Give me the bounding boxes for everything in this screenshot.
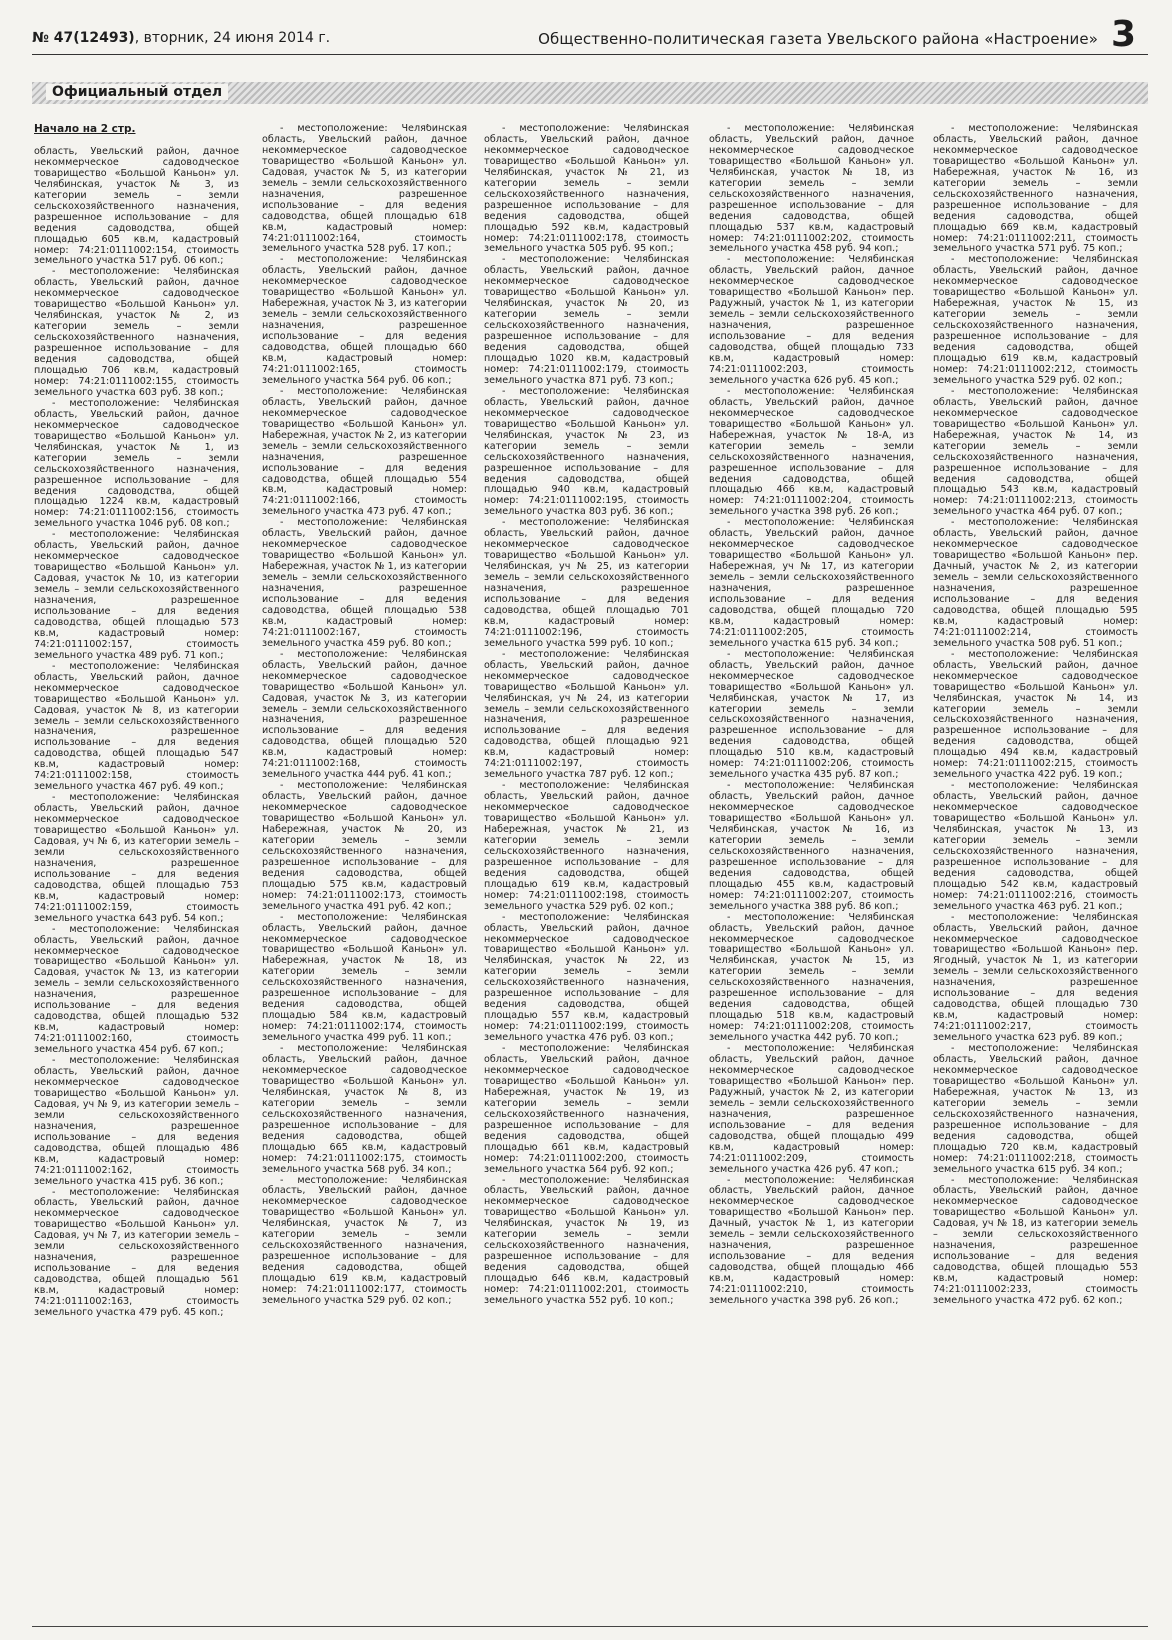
page-number: 3	[1110, 14, 1136, 55]
land-plot-paragraph: - местоположение: Челябинская область, Увельский район, дачное некоммерческое садоводческое товарищество «Большой Каньон» ул. Набережная, участок № 16, из категории земель – земли сельскохозяйственного назначения, разрешенное использование – для ведения садоводства, общей площадью 669 кв.м, кадастровый номер: 74:21:0111002:211, стоимость земельного участка 571 руб. 75 коп.;	[933, 124, 1138, 255]
land-plot-paragraph: - местоположение: Челябинская область, Увельский район, дачное некоммерческое садоводческое товарищество «Большой Каньон» ул. Садовая, уч № 7, из категории земель – земли сельскохозяйственного назначения, разрешенное использование – для ведения садоводства, общей площадью 561 кв.м, кадастровый номер: 74:21:0111002:163, стоимость земельного участка 479 руб. 45 коп.;	[34, 1186, 239, 1318]
issue-info	[32, 30, 330, 46]
land-plot-paragraph: - местоположение: Челябинская область, Увельский район, дачное некоммерческое садоводческое товарищество «Большой Каньон» ул. Садовая, участок № 3, из категории земель – земли сельскохозяйственного назначения, разрешенное использование – для ведения садоводства, общей площадью 520 кв.м, кадастровый номер: 74:21:0111002:168, стоимость земельного участка 444 руб. 41 коп.;	[262, 648, 467, 781]
land-plot-paragraph: - местоположение: Челябинская область, Увельский район, дачное некоммерческое садоводческое товарищество «Большой Каньон» ул. Челябинская, участок № 22, из категории земель – земли сельскохозяйственного назначения, разрешенное использование – для ведения садоводства, общей площадью 557 кв.м, кадастровый номер: 74:21:0111002:199, стоимость земельного участка 476 руб. 03 коп.;	[484, 911, 689, 1044]
text-column-3	[484, 124, 689, 1619]
continued-from-label: Начало на 2 стр.	[34, 124, 136, 135]
land-plot-paragraph: - местоположение: Челябинская область, Увельский район, дачное некоммерческое садоводческое товарищество «Большой Каньон» ул. Набережная, участок № 13, из категории земель – земли сельскохозяйственного назначения, разрешенное использование – для ведения садоводства, общей площадью 720 кв.м, кадастровый номер: 74:21:0111002:218, стоимость земельного участка 615 руб. 34 коп.;	[933, 1043, 1138, 1175]
land-plot-paragraph: - местоположение: Челябинская область, Увельский район, дачное некоммерческое садоводческое товарищество «Большой Каньон» ул. Набережная, участок № 20, из категории земель – земли сельскохозяйственного назначения, разрешенное использование – для ведения садоводства, общей площадью 575 кв.м, кадастровый номер: 74:21:0111002:173, стоимость земельного участка 491 руб. 42 коп.;	[262, 780, 467, 912]
issue-date: , вторник, 24 июня 2014 г.	[134, 30, 331, 46]
land-plot-paragraph: - местоположение: Челябинская область, Увельский район, дачное некоммерческое садоводческое товарищество «Большой Каньон» ул. Набережная, участок № 18-А, из категории земель – земли сельскохозяйственного назначения, разрешенное использование – для ведения садоводства, общей площадью 466 кв.м, кадастровый номер: 74:21:0111002:204, стоимость земельного участка 398 руб. 26 коп.;	[709, 385, 914, 518]
land-plot-paragraph: - местоположение: Челябинская область, Увельский район, дачное некоммерческое садоводческое товарищество «Большой Каньон» пер. Дачный, участок № 1, из категории земель – земли сельскохозяйственного назначения, разрешенное использование – для ведения садоводства, общей площадью 466 кв.м, кадастровый номер: 74:21:0111002:210, стоимость земельного участка 398 руб. 26 коп.;	[709, 1174, 914, 1306]
land-plot-paragraph: - местоположение: Челябинская область, Увельский район, дачное некоммерческое садоводческое товарищество «Большой Каньон» ул. Челябинская, участок № 13, из категории земель – земли сельскохозяйственного назначения, разрешенное использование – для ведения садоводства, общей площадью 542 кв.м, кадастровый номер: 74:21:0111002:216, стоимость земельного участка 463 руб. 21 коп.;	[933, 780, 1138, 912]
issue-number: № 47(12493)	[32, 30, 135, 46]
text-column-1	[34, 124, 239, 1619]
land-plot-paragraph: - местоположение: Челябинская область, Увельский район, дачное некоммерческое садоводческое товарищество «Большой Каньон» ул. Набережная, участок № 19, из категории земель – земли сельскохозяйственного назначения, разрешенное использование – для ведения садоводства, общей площадью 661 кв.м, кадастровый номер: 74:21:0111002:200, стоимость земельного участка 564 руб. 92 коп.;	[484, 1043, 689, 1175]
land-plot-paragraph: - местоположение: Челябинская область, Увельский район, дачное некоммерческое садоводческое товарищество «Большой Каньон» ул. Челябинская, участок № 7, из категории земель – земли сельскохозяйственного назначения, разрешенное использование – для ведения садоводства, общей площадью 619 кв.м, кадастровый номер: 74:21:0111002:177, стоимость земельного участка 529 руб. 02 коп.;	[262, 1174, 467, 1306]
land-plot-paragraph: - местоположение: Челябинская область, Увельский район, дачное некоммерческое садоводческое товарищество «Большой Каньон» ул. Челябинская, участок № 17, из категории земель – земли сельскохозяйственного назначения, разрешенное использование – для ведения садоводства, общей площадью 510 кв.м, кадастровый номер: 74:21:0111002:206, стоимость земельного участка 435 руб. 87 коп.;	[709, 648, 914, 781]
land-plot-paragraph: - местоположение: Челябинская область, Увельский район, дачное некоммерческое садоводческое товарищество «Большой Каньон» ул. Челябинская, уч № 25, из категории земель – земли сельскохозяйственного назначения, разрешенное использование – для ведения садоводства, общей площадью 701 кв.м, кадастровый номер: 74:21:0111002:196, стоимость земельного участка 599 руб. 10 коп.;	[484, 517, 689, 649]
text-column-2	[262, 124, 467, 1619]
land-plot-paragraph: - местоположение: Челябинская область, Увельский район, дачное некоммерческое садоводческое товарищество «Большой Каньон» ул. Челябинская, участок № 20, из категории земель – земли сельскохозяйственного назначения, разрешенное использование – для ведения садоводства, общей площадью 1020 кв.м, кадастровый номер: 74:21:0111002:179, стоимость земельного участка 871 руб. 73 коп.;	[484, 254, 689, 386]
land-plot-paragraph: - местоположение: Челябинская область, Увельский район, дачное некоммерческое садоводческое товарищество «Большой Каньон» ул. Набережная, участок № 18, из категории земель – земли сельскохозяйственного назначения, разрешенное использование – для ведения садоводства, общей площадью 584 кв.м, кадастровый номер: 74:21:0111002:174, стоимость земельного участка 499 руб. 11 коп.;	[262, 911, 467, 1044]
land-plot-paragraph: область, Увельский район, дачное некоммерческое садоводческое товарищество «Большой Каньон» ул. Челябинская, участок № 3, из категории земель – земли сельскохозяйственного назначения, разрешенное использование – для ведения садоводства, общей площадью 605 кв.м, кадастровый номер: 74:21:0111002:154, стоимость земельного участка 517 руб. 06 коп.;	[34, 145, 239, 267]
land-plot-paragraph: - местоположение: Челябинская область, Увельский район, дачное некоммерческое садоводческое товарищество «Большой Каньон» ул. Набережная, участок № 3, из категории земель – земли сельскохозяйственного назначения, разрешенное использование – для ведения садоводства, общей площадью 660 кв.м, кадастровый номер: 74:21:0111002:165, стоимость земельного участка 564 руб. 06 коп.;	[262, 254, 467, 386]
land-plot-paragraph: - местоположение: Челябинская область, Увельский район, дачное некоммерческое садоводческое товарищество «Большой Каньон» ул. Садовая, участок № 8, из категории земель – земли сельскохозяйственного назначения, разрешенное использование – для ведения садоводства, общей площадью 547 кв.м, кадастровый номер: 74:21:0111002:158, стоимость земельного участка 467 руб. 49 коп.;	[34, 660, 239, 793]
land-plot-paragraph: - местоположение: Челябинская область, Увельский район, дачное некоммерческое садоводческое товарищество «Большой Каньон» ул. Садовая, участок № 5, из категории земель – земли сельскохозяйственного назначения, разрешенное использование – для ведения садоводства, общей площадью 618 кв.м, кадастровый номер: 74:21:0111002:164, стоимость земельного участка 528 руб. 17 коп.;	[262, 124, 467, 255]
land-plot-paragraph: - местоположение: Челябинская область, Увельский район, дачное некоммерческое садоводческое товарищество «Большой Каньон» ул. Челябинская, участок № 15, из категории земель – земли сельскохозяйственного назначения, разрешенное использование – для ведения садоводства, общей площадью 518 кв.м, кадастровый номер: 74:21:0111002:208, стоимость земельного участка 442 руб. 70 коп.;	[709, 911, 914, 1044]
land-plot-paragraph: - местоположение: Челябинская область, Увельский район, дачное некоммерческое садоводческое товарищество «Большой Каньон» пер. Ягодный, участок № 1, из категории земель – земли сельскохозяйственного назначения, разрешенное использование – для ведения садоводства, общей площадью 730 кв.м, кадастровый номер: 74:21:0111002:217, стоимость земельного участка 623 руб. 89 коп.;	[933, 911, 1138, 1044]
land-plot-paragraph: - местоположение: Челябинская область, Увельский район, дачное некоммерческое садоводческое товарищество «Большой Каньон» ул. Челябинская, участок № 21, из категории земель – земли сельскохозяйственного назначения, разрешенное использование – для ведения садоводства, общей площадью 592 кв.м, кадастровый номер: 74:21:0111002:178, стоимость земельного участка 505 руб. 95 коп.;	[484, 124, 689, 255]
land-plot-paragraph: - местоположение: Челябинская область, Увельский район, дачное некоммерческое садоводческое товарищество «Большой Каньон» ул. Челябинская, участок № 19, из категории земель – земли сельскохозяйственного назначения, разрешенное использование – для ведения садоводства, общей площадью 646 кв.м, кадастровый номер: 74:21:0111002:201, стоимость земельного участка 552 руб. 10 коп.;	[484, 1174, 689, 1306]
land-plot-paragraph: - местоположение: Челябинская область, Увельский район, дачное некоммерческое садоводческое товарищество «Большой Каньон» ул. Челябинская, участок № 1, из категории земель – земли сельскохозяйственного назначения, разрешенное использование – для ведения садоводства, общей площадью 1224 кв.м, кадастровый номер: 74:21:0111002:156, стоимость земельного участка 1046 руб. 08 коп.;	[34, 397, 239, 530]
land-plot-paragraph: - местоположение: Челябинская область, Увельский район, дачное некоммерческое садоводческое товарищество «Большой Каньон» ул. Челябинская, участок № 23, из категории земель – земли сельскохозяйственного назначения, разрешенное использование – для ведения садоводства, общей площадью 940 кв.м, кадастровый номер: 74:21:0111002:195, стоимость земельного участка 803 руб. 36 коп.;	[484, 385, 689, 518]
land-plot-paragraph: - местоположение: Челябинская область, Увельский район, дачное некоммерческое садоводческое товарищество «Большой Каньон» ул. Набережная, уч № 17, из категории земель – земли сельскохозяйственного назначения, разрешенное использование – для ведения садоводства, общей площадью 720 кв.м, кадастровый номер: 74:21:0111002:205, стоимость земельного участка 615 руб. 34 коп.;	[709, 517, 914, 649]
land-plot-paragraph: - местоположение: Челябинская область, Увельский район, дачное некоммерческое садоводческое товарищество «Большой Каньон» ул. Набережная, участок № 21, из категории земель – земли сельскохозяйственного назначения, разрешенное использование – для ведения садоводства, общей площадью 619 кв.м, кадастровый номер: 74:21:0111002:198, стоимость земельного участка 529 руб. 02 коп.;	[484, 780, 689, 912]
newspaper-title: Общественно-политическая газета Увельского района «Настроение»	[538, 30, 1098, 48]
text-column-4	[709, 124, 914, 1619]
section-title: Официальный отдел	[46, 84, 228, 100]
land-plot-paragraph: - местоположение: Челябинская область, Увельский район, дачное некоммерческое садоводческое товарищество «Большой Каньон» ул. Челябинская, участок № 2, из категории земель – земли сельскохозяйственного назначения, разрешенное использование – для ведения садоводства, общей площадью 706 кв.м, кадастровый номер: 74:21:0111002:155, стоимость земельного участка 603 руб. 38 коп.;	[34, 266, 239, 398]
land-plot-paragraph: - местоположение: Челябинская область, Увельский район, дачное некоммерческое садоводческое товарищество «Большой Каньон» ул. Челябинская, участок № 14, из категории земель – земли сельскохозяйственного назначения, разрешенное использование – для ведения садоводства, общей площадью 494 кв.м, кадастровый номер: 74:21:0111002:215, стоимость земельного участка 422 руб. 19 коп.;	[933, 648, 1138, 781]
land-plot-paragraph: - местоположение: Челябинская область, Увельский район, дачное некоммерческое садоводческое товарищество «Большой Каньон» ул. Садовая, участок № 10, из категории земель – земли сельскохозяйственного назначения, разрешенное использование – для ведения садоводства, общей площадью 573 кв.м, кадастровый номер: 74:21:0111002:157, стоимость земельного участка 489 руб. 71 коп.;	[34, 529, 239, 661]
land-plot-paragraph: - местоположение: Челябинская область, Увельский район, дачное некоммерческое садоводческое товарищество «Большой Каньон» ул. Набережная, участок № 14, из категории земель – земли сельскохозяйственного назначения, разрешенное использование – для ведения садоводства, общей площадью 543 кв.м, кадастровый номер: 74:21:0111002:213, стоимость земельного участка 464 руб. 07 коп.;	[933, 385, 1138, 518]
land-plot-paragraph: - местоположение: Челябинская область, Увельский район, дачное некоммерческое садоводческое товарищество «Большой Каньон» пер. Дачный, участок № 2, из категории земель – земли сельскохозяйственного назначения, разрешенное использование – для ведения садоводства, общей площадью 595 кв.м, кадастровый номер: 74:21:0111002:214, стоимость земельного участка 508 руб. 51 коп.;	[933, 517, 1138, 649]
land-plot-paragraph: - местоположение: Челябинская область, Увельский район, дачное некоммерческое садоводческое товарищество «Большой Каньон» ул. Челябинская, уч № 24, из категории земель – земли сельскохозяйственного назначения, разрешенное использование – для ведения садоводства, общей площадью 921 кв.м, кадастровый номер: 74:21:0111002:197, стоимость земельного участка 787 руб. 12 коп.;	[484, 648, 689, 781]
land-plot-paragraph: - местоположение: Челябинская область, Увельский район, дачное некоммерческое садоводческое товарищество «Большой Каньон» ул. Садовая, уч № 9, из категории земель – земли сельскохозяйственного назначения, разрешенное использование – для ведения садоводства, общей площадью 486 кв.м, кадастровый номер: 74:21:0111002:162, стоимость земельного участка 415 руб. 36 коп.;	[34, 1055, 239, 1187]
land-plot-paragraph: - местоположение: Челябинская область, Увельский район, дачное некоммерческое садоводческое товарищество «Большой Каньон» ул. Набережная, участок № 2, из категории земель – земли сельскохозяйственного назначения, разрешенное использование – для ведения садоводства, общей площадью 554 кв.м, кадастровый номер: 74:21:0111002:166, стоимость земельного участка 473 руб. 47 коп.;	[262, 385, 467, 518]
land-plot-paragraph: - местоположение: Челябинская область, Увельский район, дачное некоммерческое садоводческое товарищество «Большой Каньон» ул. Садовая, уч № 18, из категории земель – земли сельскохозяйственного назначения, разрешенное использование – для ведения садоводства, общей площадью 553 кв.м, кадастровый номер: 74:21:0111002:233, стоимость земельного участка 472 руб. 62 коп.;	[933, 1174, 1138, 1306]
land-plot-paragraph: - местоположение: Челябинская область, Увельский район, дачное некоммерческое садоводческое товарищество «Большой Каньон» пер. Радужный, участок № 2, из категории земель – земли сельскохозяйственного назначения, разрешенное использование – для ведения садоводства, общей площадью 499 кв.м, кадастровый номер: 74:21:0111002:209, стоимость земельного участка 426 руб. 47 коп.;	[709, 1043, 914, 1175]
text-column-5	[933, 124, 1138, 1619]
page-header	[32, 8, 1152, 55]
land-plot-paragraph: - местоположение: Челябинская область, Увельский район, дачное некоммерческое садоводческое товарищество «Большой Каньон» пер. Радужный, участок № 1, из категории земель – земли сельскохозяйственного назначения, разрешенное использование – для ведения садоводства, общей площадью 733 кв.м, кадастровый номер: 74:21:0111002:203, стоимость земельного участка 626 руб. 45 коп.;	[709, 254, 914, 386]
land-plot-paragraph: - местоположение: Челябинская область, Увельский район, дачное некоммерческое садоводческое товарищество «Большой Каньон» ул. Набережная, участок № 1, из категории земель – земли сельскохозяйственного назначения, разрешенное использование – для ведения садоводства, общей площадью 538 кв.м, кадастровый номер: 74:21:0111002:167, стоимость земельного участка 459 руб. 80 коп.;	[262, 517, 467, 649]
land-plot-paragraph: - местоположение: Челябинская область, Увельский район, дачное некоммерческое садоводческое товарищество «Большой Каньон» ул. Садовая, участок № 13, из категории земель – земли сельскохозяйственного назначения, разрешенное использование – для ведения садоводства, общей площадью 532 кв.м, кадастровый номер: 74:21:0111002:160, стоимость земельного участка 454 руб. 67 коп.;	[34, 923, 239, 1056]
land-plot-paragraph: - местоположение: Челябинская область, Увельский район, дачное некоммерческое садоводческое товарищество «Большой Каньон» ул. Челябинская, участок № 18, из категории земель – земли сельскохозяйственного назначения, разрешенное использование – для ведения садоводства, общей площадью 537 кв.м, кадастровый номер: 74:21:0111002:202, стоимость земельного участка 458 руб. 94 коп.;	[709, 124, 914, 255]
section-band	[32, 82, 1148, 104]
land-plot-paragraph: - местоположение: Челябинская область, Увельский район, дачное некоммерческое садоводческое товарищество «Большой Каньон» ул. Набережная, участок № 15, из категории земель – земли сельскохозяйственного назначения, разрешенное использование – для ведения садоводства, общей площадью 619 кв.м, кадастровый номер: 74:21:0111002:212, стоимость земельного участка 529 руб. 02 коп.;	[933, 254, 1138, 386]
land-plot-paragraph: - местоположение: Челябинская область, Увельский район, дачное некоммерческое садоводческое товарищество «Большой Каньон» ул. Челябинская, участок № 16, из категории земель – земли сельскохозяйственного назначения, разрешенное использование – для ведения садоводства, общей площадью 455 кв.м, кадастровый номер: 74:21:0111002:207, стоимость земельного участка 388 руб. 86 коп.;	[709, 780, 914, 912]
land-plot-paragraph: - местоположение: Челябинская область, Увельский район, дачное некоммерческое садоводческое товарищество «Большой Каньон» ул. Садовая, уч № 6, из категории земель – земли сельскохозяйственного назначения, разрешенное использование – для ведения садоводства, общей площадью 753 кв.м, кадастровый номер: 74:21:0111002:159, стоимость земельного участка 643 руб. 54 коп.;	[34, 792, 239, 924]
land-plot-paragraph: - местоположение: Челябинская область, Увельский район, дачное некоммерческое садоводческое товарищество «Большой Каньон» ул. Челябинская, участок № 8, из категории земель – земли сельскохозяйственного назначения, разрешенное использование – для ведения садоводства, общей площадью 665 кв.м, кадастровый номер: 74:21:0111002:175, стоимость земельного участка 568 руб. 34 коп.;	[262, 1043, 467, 1175]
footer-rule	[32, 1626, 1148, 1627]
header-rule	[32, 54, 1148, 55]
